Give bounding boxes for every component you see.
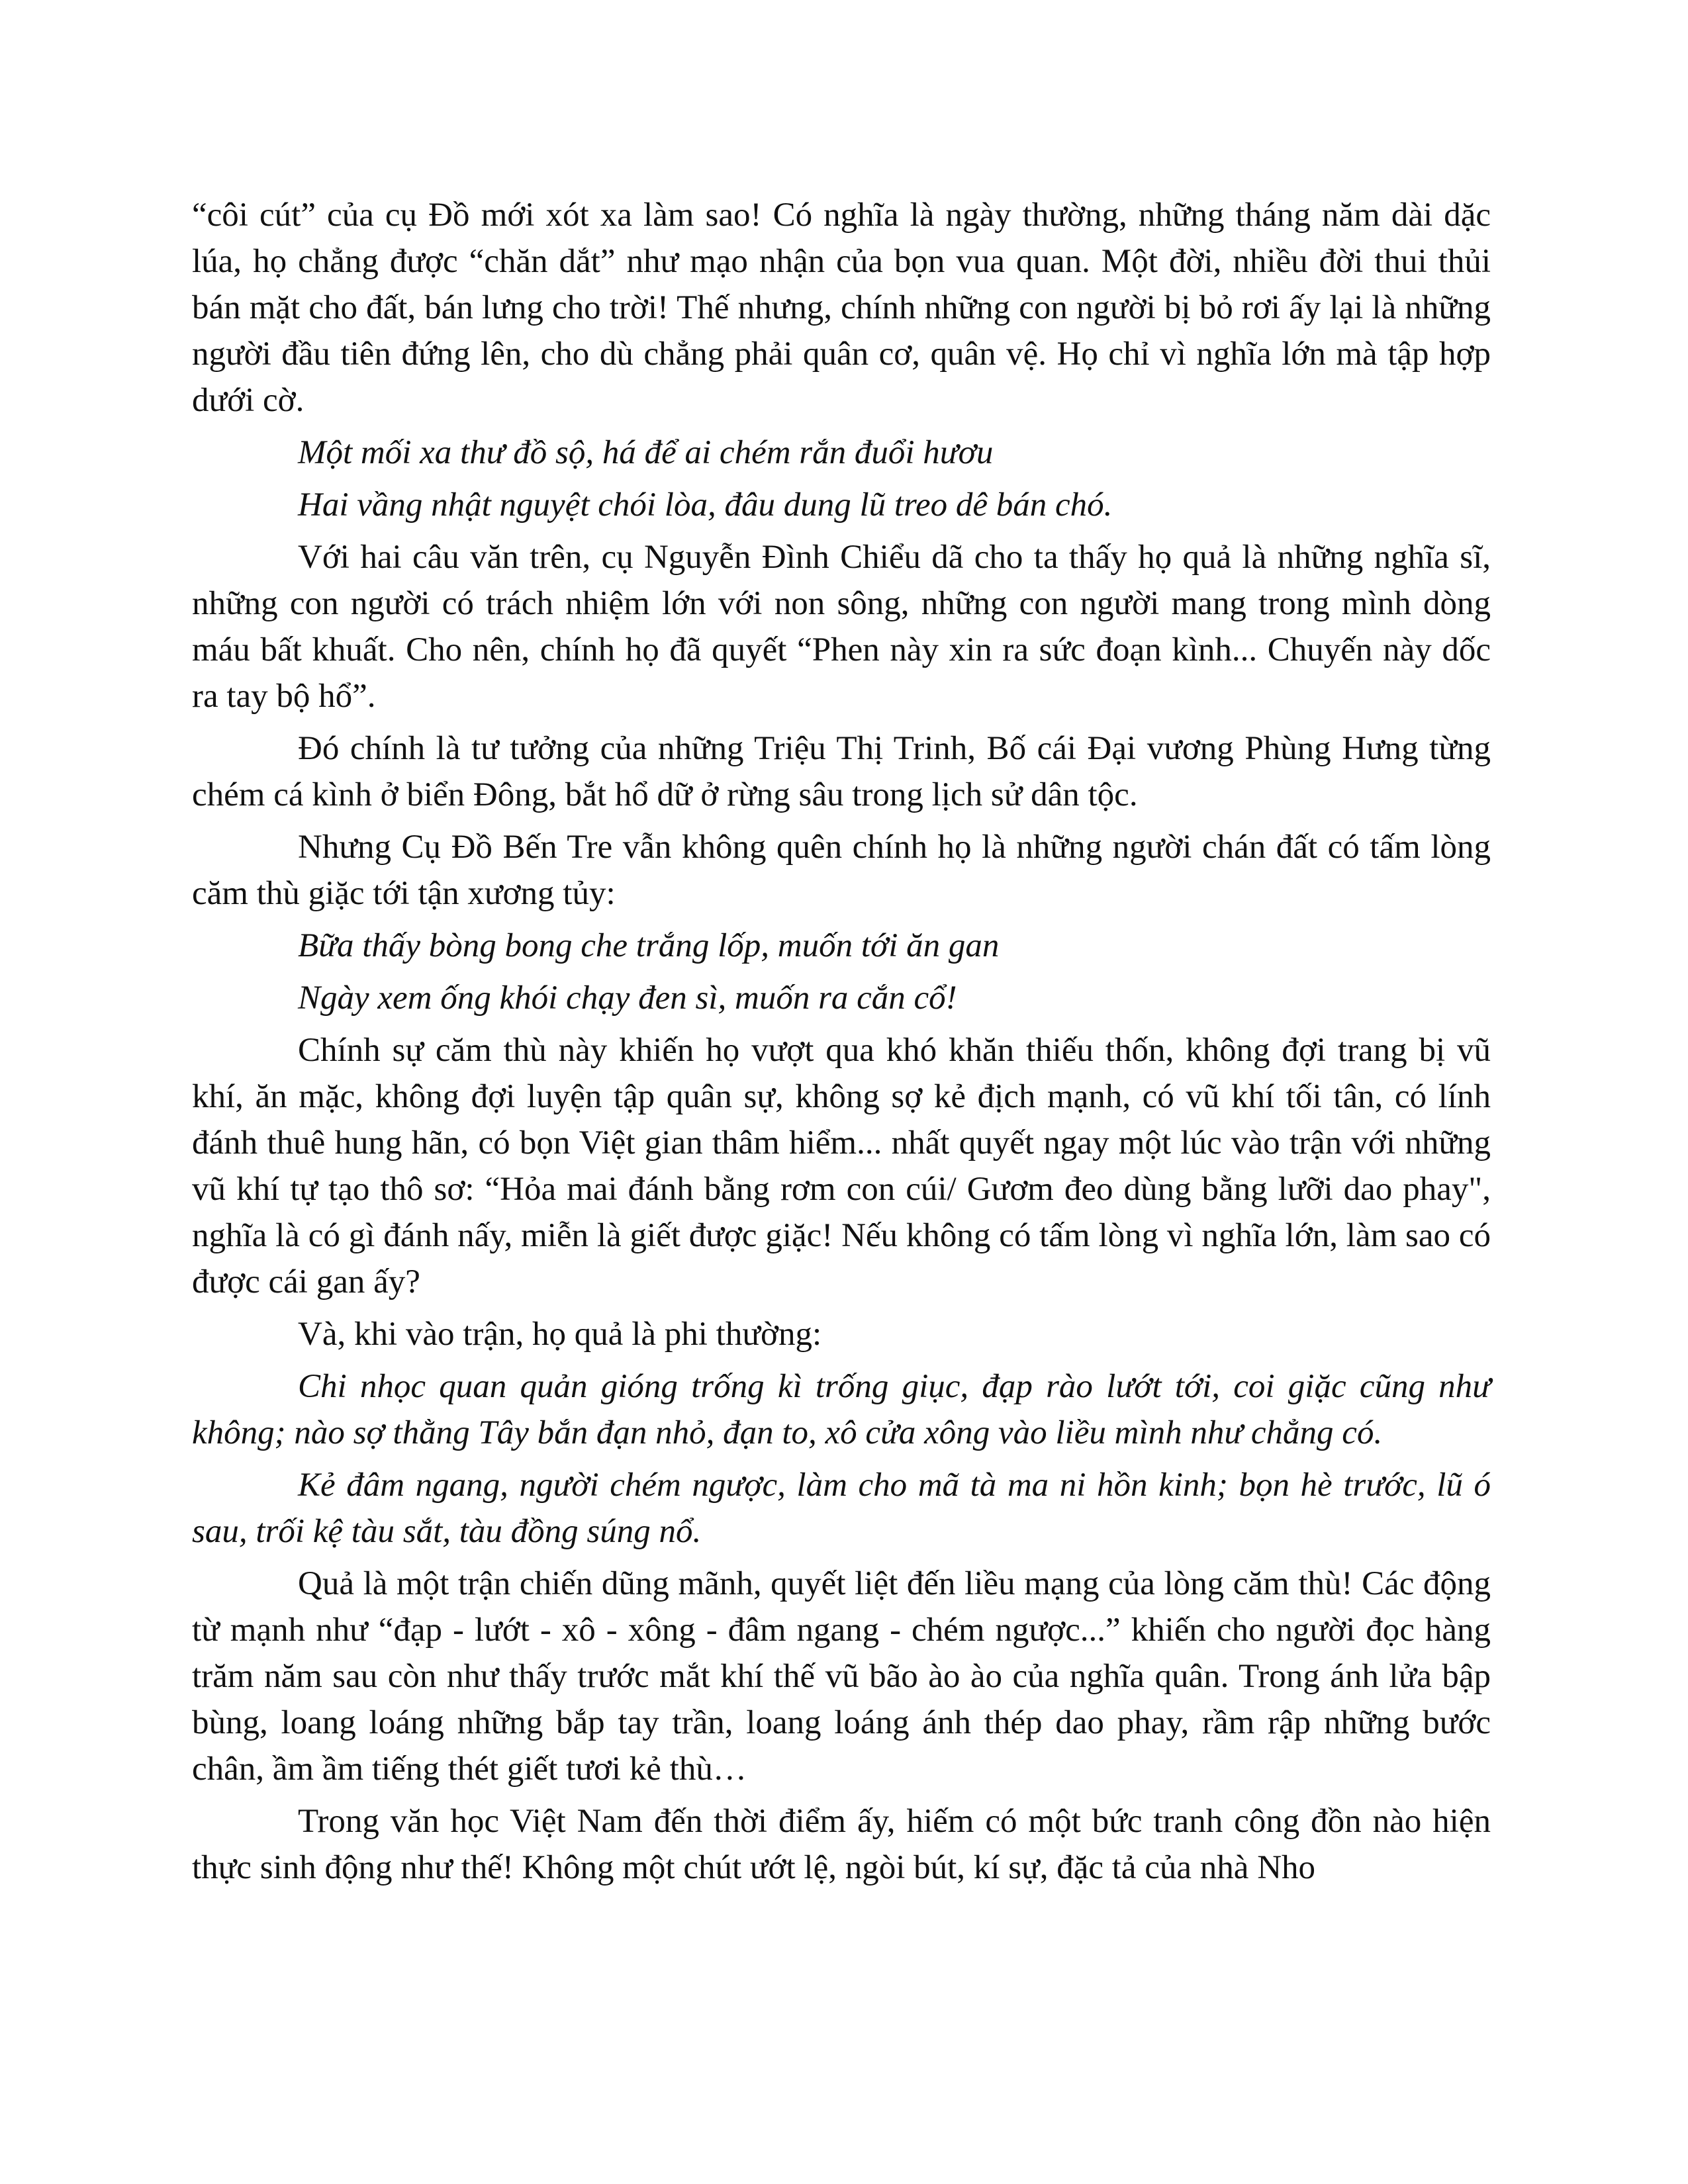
paragraph: Chính sự căm thù này khiến họ vượt qua khó khăn thiếu thốn, không đợi trang bị vũ khí, ăn mặc, không đợi luyện tập quân sự, không sợ kẻ địch mạnh, có vũ khí tối tân, có lính đánh thuê hung hãn, có bọn Việt gian thâm hiểm... nhất quyết ngay một lúc vào trận với những vũ khí tự tạo thô sơ: “Hỏa mai đánh bằng rơm con cúi/ Gươm đeo dùng bằng lưỡi dao phay", nghĩa là có gì đánh nấy, miễn là giết được giặc! Nếu không có tấm lòng vì nghĩa lớn, làm sao có được cái gan ấy? bbox=[192, 1032, 1491, 1300]
paragraph: Đó chính là tư tưởng của những Triệu Thị Trinh, Bố cái Đại vương Phùng Hưng từng chém cá kình ở biển Đông, bắt hổ dữ ở rừng sâu trong lịch sử dân tộc. bbox=[192, 730, 1491, 813]
paragraph: Và, khi vào trận, họ quả là phi thường: bbox=[298, 1316, 822, 1353]
paragraph: Quả là một trận chiến dũng mãnh, quyết liệt đến liều mạng của lòng căm thù! Các động từ mạnh như “đạp - lướt - xô - xông - đâm ngang - chém ngược...” khiến cho người đọc hàng trăm năm sau còn như thấy trước mắt khí thế vũ bão ào ào của nghĩa quân. Trong ánh lửa bập bùng, loang loáng những bắp tay trần, loang loáng ánh thép dao phay, rầm rập những bước chân, ầm ầm tiếng thét giết tươi kẻ thù… bbox=[192, 1565, 1491, 1788]
verse-line: Hai vầng nhật nguyệt chói lòa, đâu dung lũ treo dê bán chó. bbox=[298, 486, 1113, 523]
paragraph: Nhưng Cụ Đồ Bến Tre vẫn không quên chính họ là những người chán đất có tấm lòng căm thù giặc tới tận xương tủy: bbox=[192, 829, 1491, 912]
paragraph-continued: “côi cút” của cụ Đồ mới xót xa làm sao! Có nghĩa là ngày thường, những tháng năm dài dặc lúa, họ chẳng được “chăn dắt” như mạo nhận của bọn vua quan. Một đời, nhiều đời thui thủi bán mặt cho đất, bán lưng cho trời! Thế nhưng, chính những con người bị bỏ rơi ấy lại là những người đầu tiên đứng lên, cho dù chẳng phải quân cơ, quân vệ. Họ chỉ vì nghĩa lớn mà tập hợp dưới cờ. bbox=[192, 197, 1491, 419]
verse-line: Ngày xem ống khói chạy đen sì, muốn ra cắn cổ! bbox=[298, 979, 957, 1017]
paragraph: Trong văn học Việt Nam đến thời điểm ấy, hiếm có một bức tranh công đồn nào hiện thực sinh động như thế! Không một chút ướt lệ, ngòi bút, kí sự, đặc tả của nhà Nho bbox=[192, 1803, 1491, 1886]
document-page bbox=[192, 192, 1491, 1897]
verse-line: Một mối xa thư đồ sộ, há để ai chém rắn đuổi hươu bbox=[298, 434, 994, 471]
verse-block: Chi nhọc quan quản gióng trống kì trống giục, đạp rào lướt tới, coi giặc cũng như không; nào sợ thằng Tây bắn đạn nhỏ, đạn to, xô cửa xông vào liều mình như chẳng có. bbox=[192, 1368, 1491, 1451]
paragraph: Với hai câu văn trên, cụ Nguyễn Đình Chiểu dã cho ta thấy họ quả là những nghĩa sĩ, những con người có trách nhiệm lớn với non sông, những con người mang trong mình dòng máu bất khuất. Cho nên, chính họ đã quyết “Phen này xin ra sức đoạn kình... Chuyến này dốc ra tay bộ hổ”. bbox=[192, 539, 1491, 715]
verse-block: Kẻ đâm ngang, người chém ngược, làm cho mã tà ma ni hồn kinh; bọn hè trước, lũ ó sau, trối kệ tàu sắt, tàu đồng súng nổ. bbox=[192, 1467, 1491, 1550]
verse-line: Bữa thấy bòng bong che trắng lốp, muốn tới ăn gan bbox=[298, 927, 1000, 964]
